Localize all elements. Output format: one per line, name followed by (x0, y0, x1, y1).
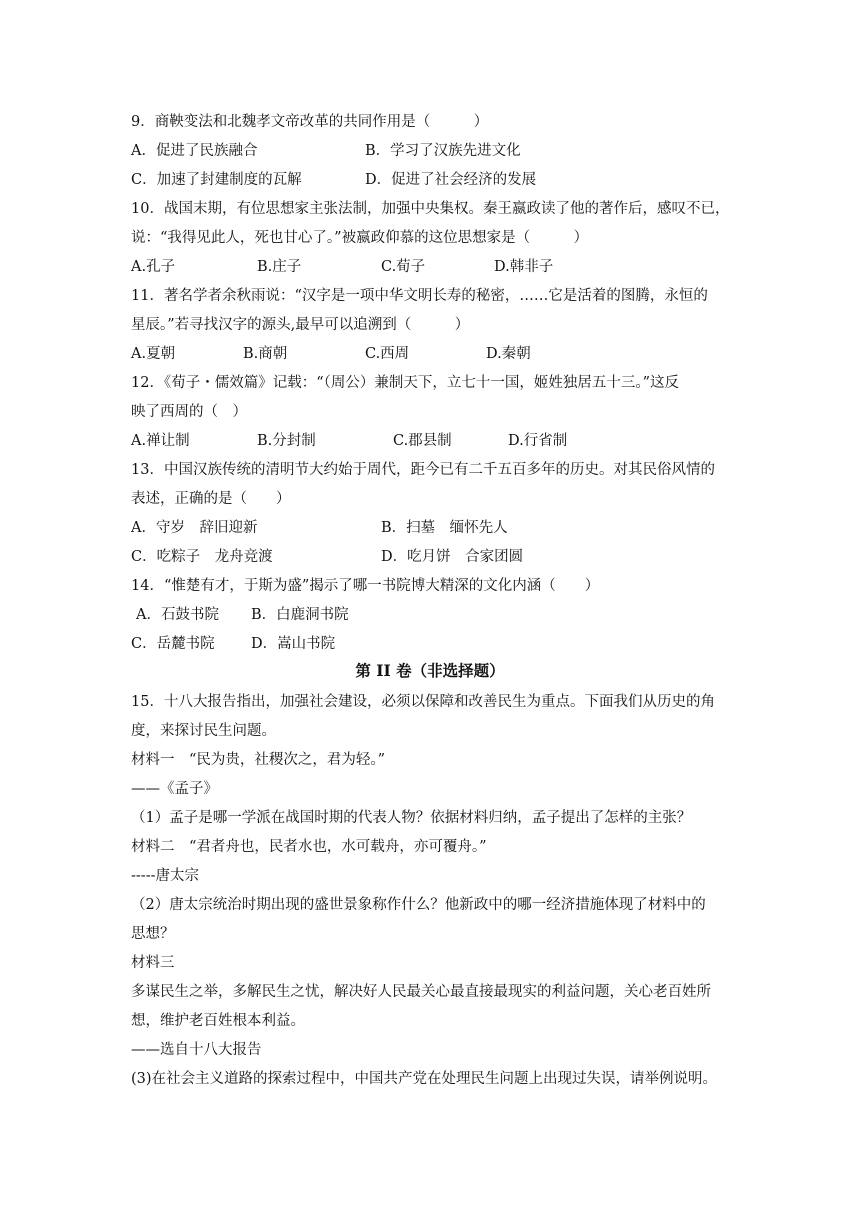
q10-stem-line1: 10．战国末期，有位思想家主张法制，加强中央集权。秦王嬴政读了他的著作后，感叹不已， (131, 201, 730, 217)
q15-material-1-source: ——《孟子》 (131, 781, 218, 797)
q15-subquestion-2-line1: （2）唐太宗统治时期出现的盛世景象称作什么？他新政中的哪一经济措施体现了材料中的 (131, 897, 706, 913)
q12-option-a: A.禅让制 (131, 433, 190, 449)
q9-option-a: A．促进了民族融合 (131, 143, 258, 159)
q11-option-b: B.商朝 (243, 346, 288, 362)
q14-option-b: B．白鹿洞书院 (251, 607, 349, 623)
q14-option-c: C．岳麓书院 (131, 636, 215, 652)
q14-option-d: D．嵩山书院 (251, 636, 336, 652)
q15-intro-line2: 度，来探讨民生问题。 (131, 723, 276, 739)
q11-option-c: C.西周 (365, 346, 410, 362)
q12-stem-line1: 12．《荀子・儒效篇》记载：“（周公）兼制天下，立七十一国，姬姓独居五十三。”这反 (131, 375, 680, 391)
q10-option-c: C.荀子 (381, 259, 426, 275)
q9-option-d: D．促进了社会经济的发展 (365, 172, 537, 188)
q13-option-a: A．守岁 辞旧迎新 (131, 520, 258, 536)
q15-subquestion-3: (3)在社会主义道路的探索过程中，中国共产党在处理民生问题上出现过失误，请举例说明。 (131, 1071, 718, 1087)
q9-option-b: B．学习了汉族先进文化 (365, 143, 521, 159)
q11-option-a: A.夏朝 (131, 346, 176, 362)
q13-stem-line1: 13．中国汉族传统的清明节大约始于周代，距今已有二千五百多年的历史。对其民俗风情的 (131, 462, 715, 478)
q15-subquestion-1: （1）孟子是哪一学派在战国时期的代表人物？依据材料归纳，孟子提出了怎样的主张？ (131, 810, 692, 826)
q11-stem-line1: 11．著名学者余秋雨说：“汉字是一项中华文明长寿的秘密，……它是活着的图腾，永恒的 (131, 288, 708, 304)
q12-option-c: C.郡县制 (393, 433, 452, 449)
q13-option-d: D．吃月饼 合家团圆 (381, 549, 524, 565)
q14-stem: 14．“惟楚有才，于斯为盛”揭示了哪一书院博大精深的文化内涵（ ） (131, 578, 600, 594)
q10-option-a: A.孔子 (131, 259, 176, 275)
q12-stem-line2: 映了西周的（ ） (131, 404, 247, 420)
q13-stem-line2: 表述，正确的是（ ） (131, 491, 291, 507)
q9-stem: 9．商鞅变法和北魏孝文帝改革的共同作用是（ ） (131, 114, 489, 130)
q15-material-3-label: 材料三 (131, 955, 175, 971)
q12-option-d: D.行省制 (508, 433, 568, 449)
section-title: 第 II 卷（非选择题） (355, 661, 505, 680)
q10-option-b: B.庄子 (257, 259, 302, 275)
q15-material-1: 材料一 “民为贵，社稷次之，君为轻。” (131, 752, 386, 768)
q9-option-c: C．加速了封建制度的瓦解 (131, 172, 302, 188)
q15-material-2-source: -----唐太宗 (131, 868, 199, 884)
q12-option-b: B.分封制 (257, 433, 316, 449)
q11-option-d: D.秦朝 (486, 346, 531, 362)
q14-option-a: A．石鼓书院 (136, 607, 219, 623)
q15-material-3-source: ——选自十八大报告 (131, 1042, 262, 1058)
q13-option-c: C．吃粽子 龙舟竞渡 (131, 549, 273, 565)
q10-option-d: D.韩非子 (494, 259, 554, 275)
q13-option-b: B．扫墓 缅怀先人 (381, 520, 508, 536)
q11-stem-line2: 星辰。”若寻找汉字的源头,最早可以追溯到（ ） (131, 317, 470, 333)
q10-stem-line2: 说：“我得见此人，死也甘心了。”被嬴政仰慕的这位思想家是（ ） (131, 230, 589, 246)
q15-intro-line1: 15．十八大报告指出，加强社会建设，必须以保障和改善民生为重点。下面我们从历史的角 (131, 694, 715, 710)
q15-material-2: 材料二 “君者舟也，民者水也，水可载舟，亦可覆舟。” (131, 839, 487, 855)
q15-subquestion-2-line2: 思想？ (131, 926, 175, 942)
q15-material-3-line1: 多谋民生之举，多解民生之忧，解决好人民最关心最直接最现实的利益问题，关心老百姓所 (131, 984, 711, 1000)
q15-material-3-line2: 想，维护老百姓根本利益。 (131, 1013, 305, 1029)
